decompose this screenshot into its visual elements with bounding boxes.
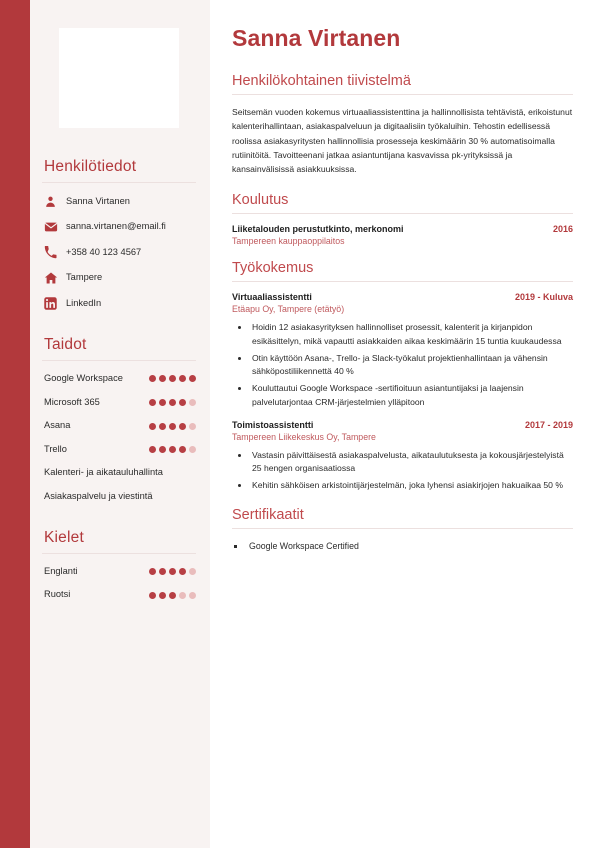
sidebar-section-languages — [42, 529, 196, 601]
page-title: Sanna Virtanen — [232, 25, 401, 51]
languages-heading: Kielet — [44, 528, 84, 546]
skill-item — [42, 397, 196, 409]
entry-title: Virtuaaliassistentti — [232, 292, 312, 303]
skills-list — [42, 373, 196, 503]
contact-heading: Henkilötiedot — [44, 158, 137, 175]
language-item-rating — [149, 568, 196, 575]
entry-header — [232, 292, 573, 302]
skill-item-rating — [149, 399, 196, 406]
rating-dot — [189, 423, 196, 430]
contact-list — [42, 195, 196, 310]
entry-title: Toimistoassistentti — [232, 419, 314, 430]
rating-dot — [179, 399, 186, 406]
resume-entry — [232, 420, 573, 493]
entry-date: 2016 — [552, 224, 573, 235]
certificates-list — [232, 539, 573, 553]
rating-dot — [169, 446, 176, 453]
certificate-item: ▪ Google Workspace Certified — [246, 539, 573, 553]
experience-entries — [232, 292, 573, 493]
rating-dot — [149, 592, 156, 599]
entry-bullet-list — [232, 321, 573, 410]
skill-item-label: Asiakaspalvelu ja viestintä — [44, 491, 153, 502]
language-item-label: Ruotsi — [44, 589, 71, 600]
main-content — [210, 0, 600, 848]
entry-bullet: • Otin käyttöön Asana-, Trello- ja Slack-työkalut projektienhallintaan ja vähensin sähköpostiliikennettä 40 % — [250, 352, 573, 380]
entry-organization: Etäapu Oy, Tampere (etätyö) — [232, 304, 345, 315]
education-heading-divider — [232, 213, 573, 214]
rating-dot — [159, 568, 166, 575]
contact-item-label: sanna.virtanen@email.fi — [66, 221, 166, 232]
sidebar — [30, 0, 210, 848]
contact-item[interactable] — [42, 246, 196, 259]
skill-item — [42, 373, 196, 385]
sidebar-section-skills — [42, 336, 196, 503]
rating-dot — [179, 446, 186, 453]
envelope-icon — [44, 220, 66, 234]
entry-bullet: • Vastasin päivittäisestä asiakaspalvelusta, aikataulutuksesta ja kokousjärjestelyistä 25 hengen organisaatiossa — [250, 449, 573, 477]
contact-item[interactable] — [42, 297, 196, 310]
rating-dot — [179, 423, 186, 430]
entry-bullet: • Hoidin 12 asiakasyrityksen hallinnolliset prosessit, kalenterit ja kirjanpidon esikäsittelyn, mikä vapautti asiakkaiden aikaa keskimäärin 15 tuntia kuukaudessa — [250, 321, 573, 349]
rating-dot — [189, 592, 196, 599]
rating-dot — [189, 375, 196, 382]
person-icon — [44, 195, 66, 208]
rating-dot — [189, 446, 196, 453]
section-summary — [232, 73, 573, 176]
rating-dot — [149, 399, 156, 406]
rating-dot — [169, 375, 176, 382]
skill-item-label: Microsoft 365 — [44, 396, 100, 407]
education-heading: Koulutus — [232, 192, 289, 209]
rating-dot — [149, 375, 156, 382]
contact-item-label: Sanna Virtanen — [66, 195, 130, 206]
rating-dot — [189, 568, 196, 575]
contact-item[interactable] — [42, 271, 196, 285]
contact-item-label: +358 40 123 4567 — [66, 246, 142, 257]
certificates-heading: Sertifikaatit — [232, 506, 304, 523]
rating-dot — [169, 568, 176, 575]
rating-dot — [169, 592, 176, 599]
rating-dot — [159, 423, 166, 430]
summary-heading: Henkilökohtainen tiivistelmä — [232, 73, 411, 90]
entry-date: 2019 - Kuluva — [514, 292, 573, 303]
language-item-rating — [149, 592, 196, 599]
entry-bullet: • Kehitin sähköisen arkistointijärjestelmän, joka lyhensi asiakirjojen hakuaikaa 50 % — [250, 479, 573, 493]
summary-heading-divider — [232, 94, 573, 95]
rating-dot — [159, 446, 166, 453]
experience-heading: Työkokemus — [232, 260, 314, 277]
rating-dot — [179, 592, 186, 599]
skill-item-rating — [149, 446, 196, 453]
entry-organization: Tampereen Liikekeskus Oy, Tampere — [232, 431, 376, 442]
left-accent-stripe — [0, 0, 30, 848]
language-item — [42, 566, 196, 578]
home-icon — [44, 271, 66, 285]
entry-header — [232, 420, 573, 430]
section-education — [232, 192, 573, 246]
entry-organization: Tampereen kauppaoppilaitos — [232, 236, 345, 247]
skill-item — [42, 420, 196, 432]
education-entries — [232, 224, 573, 246]
entry-date: 2017 - 2019 — [524, 419, 573, 430]
entry-title: Liiketalouden perustutkinto, merkonomi — [232, 224, 404, 235]
rating-dot — [149, 446, 156, 453]
sidebar-section-contact — [42, 158, 196, 310]
rating-dot — [159, 592, 166, 599]
rating-dot — [179, 375, 186, 382]
contact-heading-divider — [42, 182, 196, 183]
linkedin-icon — [44, 297, 66, 310]
resume-entry — [232, 224, 573, 246]
rating-dot — [159, 399, 166, 406]
phone-icon — [44, 246, 66, 259]
rating-dot — [189, 399, 196, 406]
skill-item-label: Trello — [44, 443, 67, 454]
entry-bullet: • Kouluttautui Google Workspace -sertifioituun asiantuntijaksi ja laajensin palvelutarjontaa CRM-järjestelmien ylläpitoon — [250, 382, 573, 410]
resume-entry — [232, 292, 573, 410]
skill-item-label: Kalenteri- ja aikatauluhallinta — [44, 467, 163, 478]
skill-item-label: Google Workspace — [44, 373, 123, 383]
rating-dot — [149, 423, 156, 430]
languages-list — [42, 566, 196, 601]
rating-dot — [169, 399, 176, 406]
contact-item[interactable] — [42, 195, 196, 208]
skill-item — [42, 444, 196, 456]
entry-bullet-list — [232, 449, 573, 493]
summary-text: Seitsemän vuoden kokemus virtuaaliassistenttina ja hallinnollisista tehtävistä, erikoistunut kalenterihallintaan, asiakaspalveluun ja digitaalisiin työkaluihin. Tehostin edellisessä roolissa asiakasyritysten hallinnollisia prosesseja keskimäärin 30 % automatisoimalla rutiinitöitä. Tavoitteenani jatkaa asiantuntijana kasvavissa pk-yrityksissä ja kansainvälisissä asiakkuuksissa. — [232, 107, 573, 174]
profile-photo-placeholder — [59, 28, 179, 128]
language-item-label: Englanti — [44, 565, 78, 576]
skills-heading-divider — [42, 360, 196, 361]
entry-header — [232, 224, 573, 234]
skills-heading: Taidot — [44, 336, 87, 353]
experience-heading-divider — [232, 281, 573, 282]
contact-item-label: LinkedIn — [66, 297, 102, 308]
contact-item[interactable] — [42, 220, 196, 234]
skill-item — [42, 491, 196, 503]
contact-item-label: Tampere — [66, 272, 103, 283]
rating-dot — [179, 568, 186, 575]
certificates-heading-divider — [232, 528, 573, 529]
skill-item-rating — [149, 375, 196, 382]
rating-dot — [169, 423, 176, 430]
skill-item-rating — [149, 423, 196, 430]
language-item — [42, 589, 196, 601]
skill-item-label: Asana — [44, 420, 71, 431]
section-certificates — [232, 507, 573, 553]
rating-dot — [159, 375, 166, 382]
languages-heading-divider — [42, 553, 196, 554]
rating-dot — [149, 568, 156, 575]
skill-item — [42, 467, 196, 479]
section-experience — [232, 260, 573, 493]
